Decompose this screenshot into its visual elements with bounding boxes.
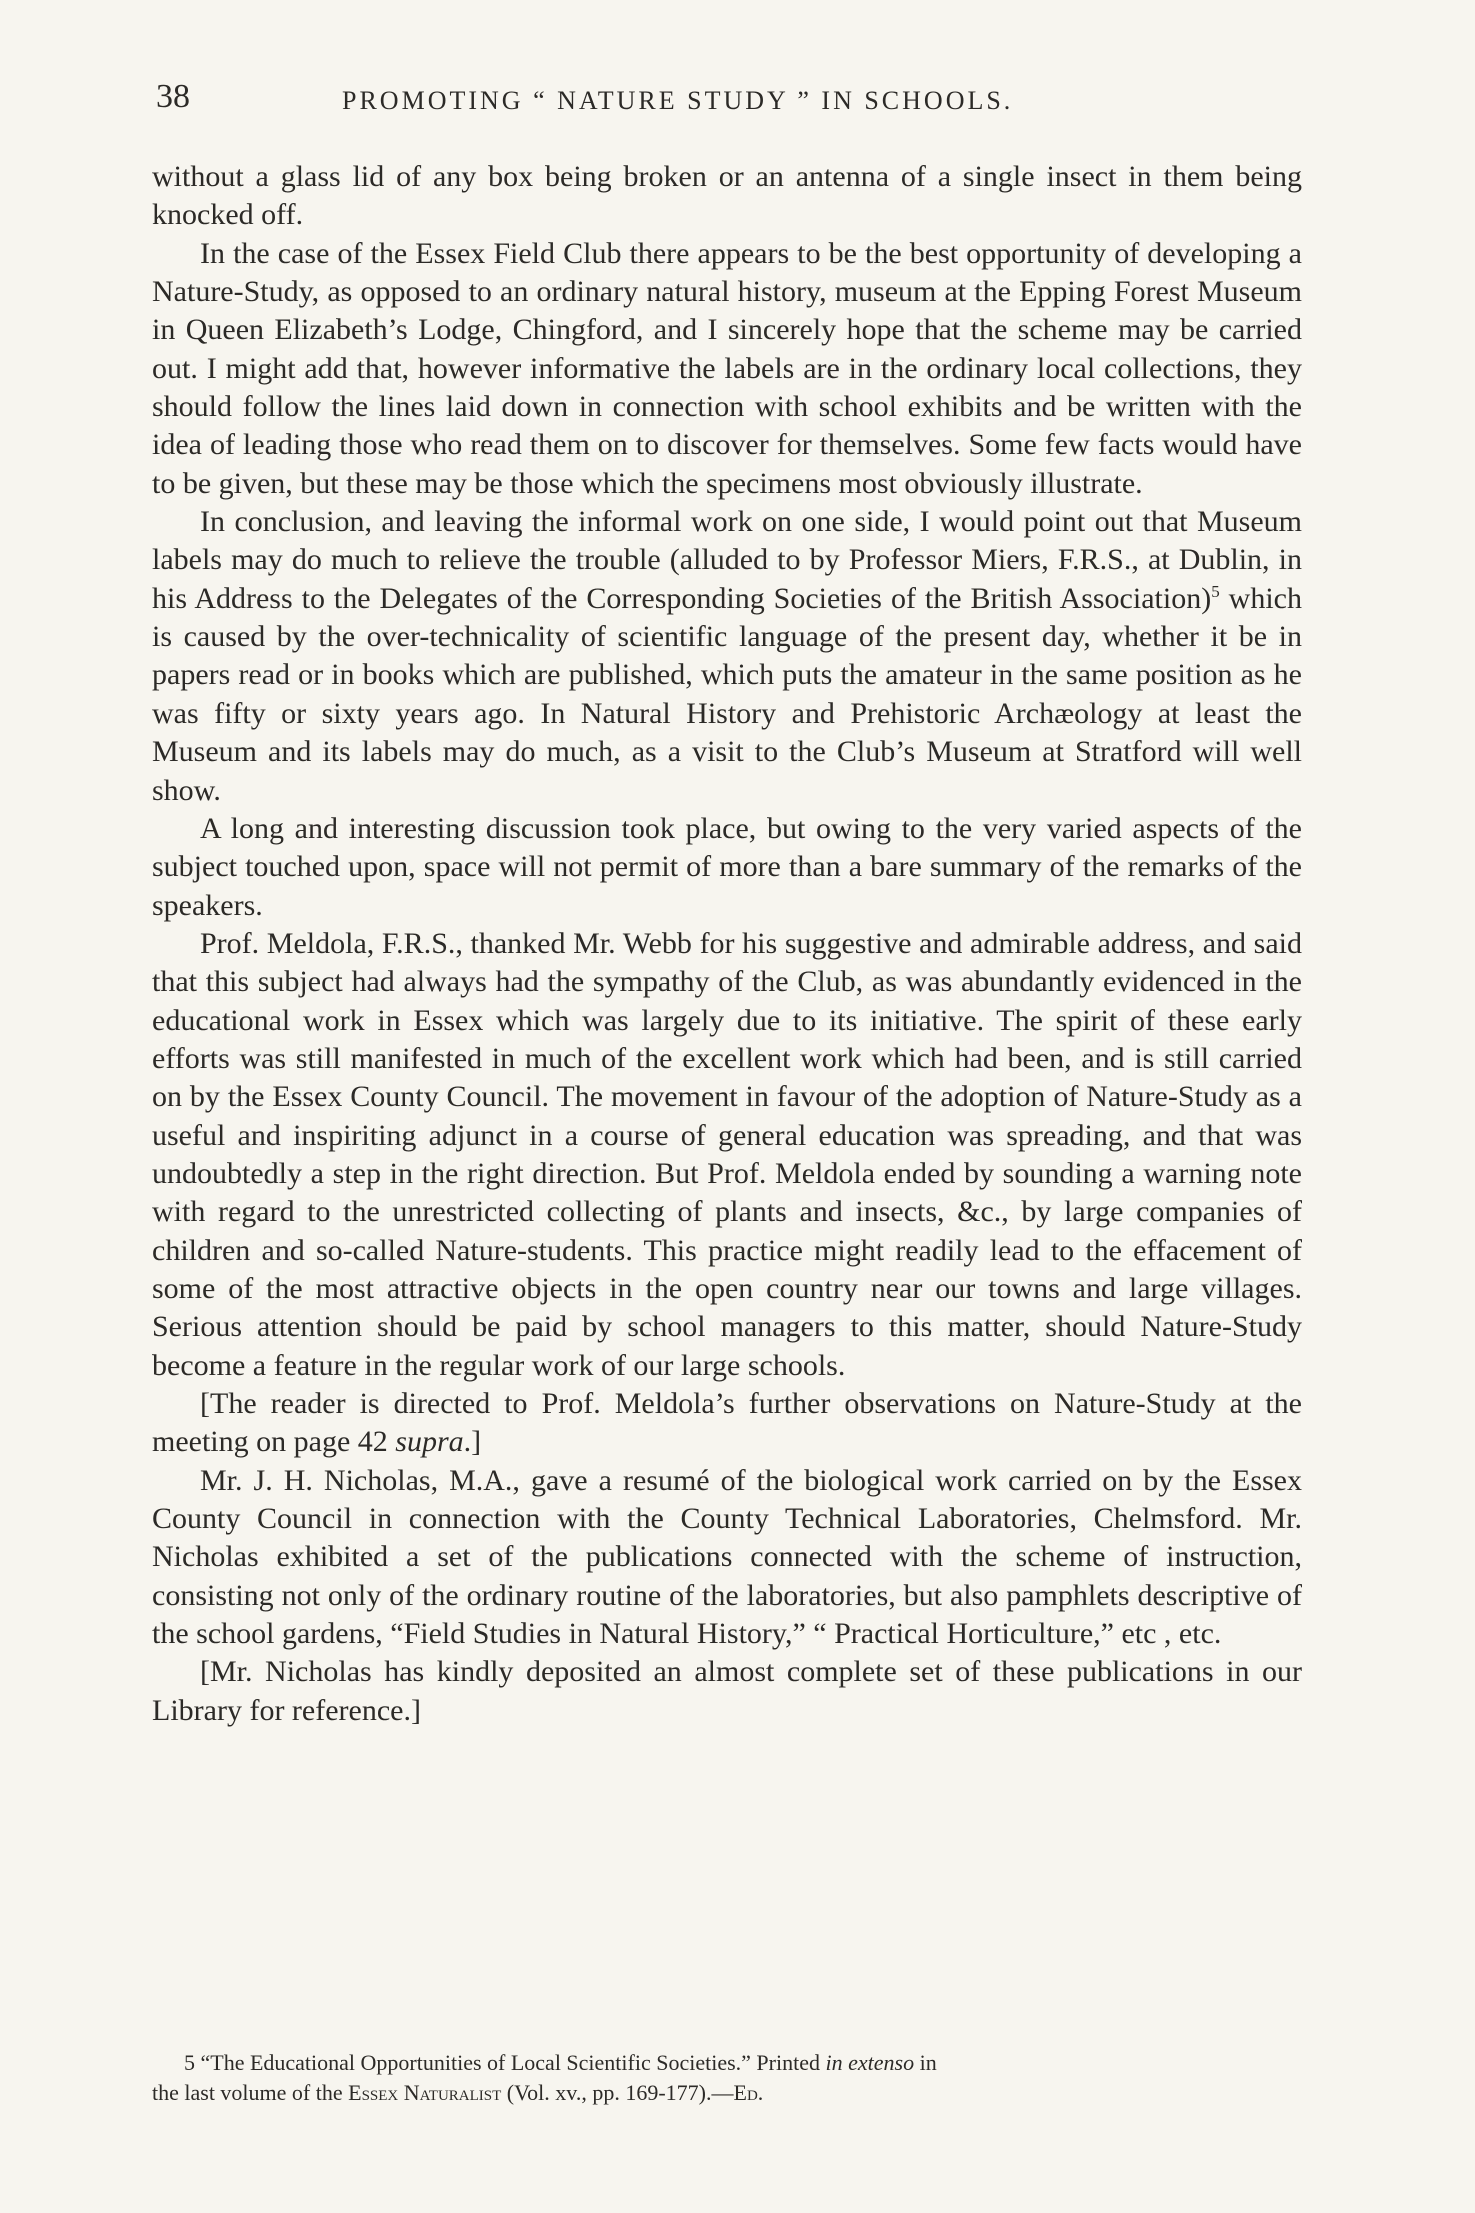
footnote-text: the last volume of the	[152, 2080, 349, 2105]
italic-text: in extenso	[825, 2050, 915, 2075]
page-header	[152, 78, 1322, 118]
footnote-text: in	[914, 2050, 937, 2075]
paragraph-text: which is caused by the over-technicality of scientific language of the present day, whether it be in papers read or in books which are published, which puts the amateur in the same position as he was fifty or sixty years ago. In Natural History and Prehistoric Archæology at least the Museum and its labels may do much, as a visit to the Club’s Museum at Stratford will well show.	[152, 581, 1302, 807]
footnote-line-2	[152, 2078, 1296, 2108]
paragraph-text: In conclusion, and leaving the informal work on one side, I would point out that Museum labels may do much to relieve the trouble (alluded to by Professor Miers, F.R.S., at Dublin, in his Address to the Delegates of the Corresponding Societies of the British Association)	[152, 505, 1302, 615]
body-text	[152, 158, 1302, 1730]
paragraph-discussion: A long and interesting discussion took place, but owing to the very varied aspects of the subject touched upon, space will not permit of more than a bare summary of the remarks of the speakers.	[152, 811, 1302, 922]
journal-name: Essex Naturalist	[348, 2080, 502, 2105]
footnote-reference: 5	[1211, 581, 1220, 601]
footnote-text: (Vol. xv., pp. 169-177).—	[501, 2080, 734, 2105]
paragraph-text: .]	[463, 1425, 482, 1459]
editor-mark: Ed.	[733, 2080, 764, 2105]
page-number: 38	[156, 78, 190, 115]
paragraph-continued: without a glass lid of any box being broken or an antenna of a single insect in them being knocked off.	[152, 160, 1302, 232]
footnote-text: “The Educational Opportunities of Local Scientific Societies.” Printed	[200, 2050, 826, 2075]
paragraph-reader-note	[152, 1385, 1302, 1462]
footnote-marker: 5	[184, 2050, 195, 2075]
paragraph-nicholas: Mr. J. H. Nicholas, M.A., gave a resumé of the biological work carried on by the Essex County Council in connection with the County Technical Laboratories, Chelmsford. Mr. Nicholas exhibited a set of the publications connected with the scheme of instruction, consisting not only of the ordinary routine of the laboratories, but also pamphlets descriptive of the school gardens, “Field Studies in Natural History,” “ Practical Horticulture,” etc , etc.	[152, 1463, 1302, 1651]
paragraph-text: [The reader is directed to Prof. Meldola’s further observations on Nature-Study at the meeting on page 42	[152, 1387, 1302, 1459]
paragraph-conclusion	[152, 503, 1302, 810]
italic-text: supra	[395, 1425, 464, 1459]
running-title: PROMOTING “ NATURE STUDY ” IN SCHOOLS.	[342, 86, 1014, 115]
paragraph-library-note: [Mr. Nicholas has kindly deposited an almost complete set of these publications in our Library for reference.]	[152, 1655, 1302, 1727]
footnote	[152, 2048, 1296, 2108]
paragraph-museum-labels: In the case of the Essex Field Club there appears to be the best opportunity of developing a Nature-Study, as opposed to an ordinary natural history, museum at the Epping Forest Museum in Queen Elizabeth’s Lodge, Chingford, and I sincerely hope that the scheme may be carried out. I might add that, however informative the labels are in the ordinary local collections, they should follow the lines laid down in connection with school exhibits and be written with the idea of leading those who read them on to discover for themselves. Some few facts would have to be given, but these may be those which the specimens most obviously illustrate.	[152, 236, 1302, 500]
paragraph-meldola: Prof. Meldola, F.R.S., thanked Mr. Webb for his suggestive and admirable address, and said that this subject had always had the sympathy of the Club, as was abundantly evidenced in the educational work in Essex which was largely due to its initiative. The spirit of these early efforts was still manifested in much of the excellent work which had been, and is still carried on by the Essex County Council. The movement in favour of the adoption of Nature-Study as a useful and inspiriting adjunct in a course of general education was spreading, and that was undoubtedly a step in the right direction. But Prof. Meldola ended by sounding a warning note with regard to the unrestricted collecting of plants and insects, &c., by large companies of children and so-called Nature-students. This practice might readily lead to the effacement of some of the most attractive objects in the open country near our towns and large villages. Serious attention should be paid by school managers to this matter, should Nature-Study become a feature in the regular work of our large schools.	[152, 926, 1302, 1382]
